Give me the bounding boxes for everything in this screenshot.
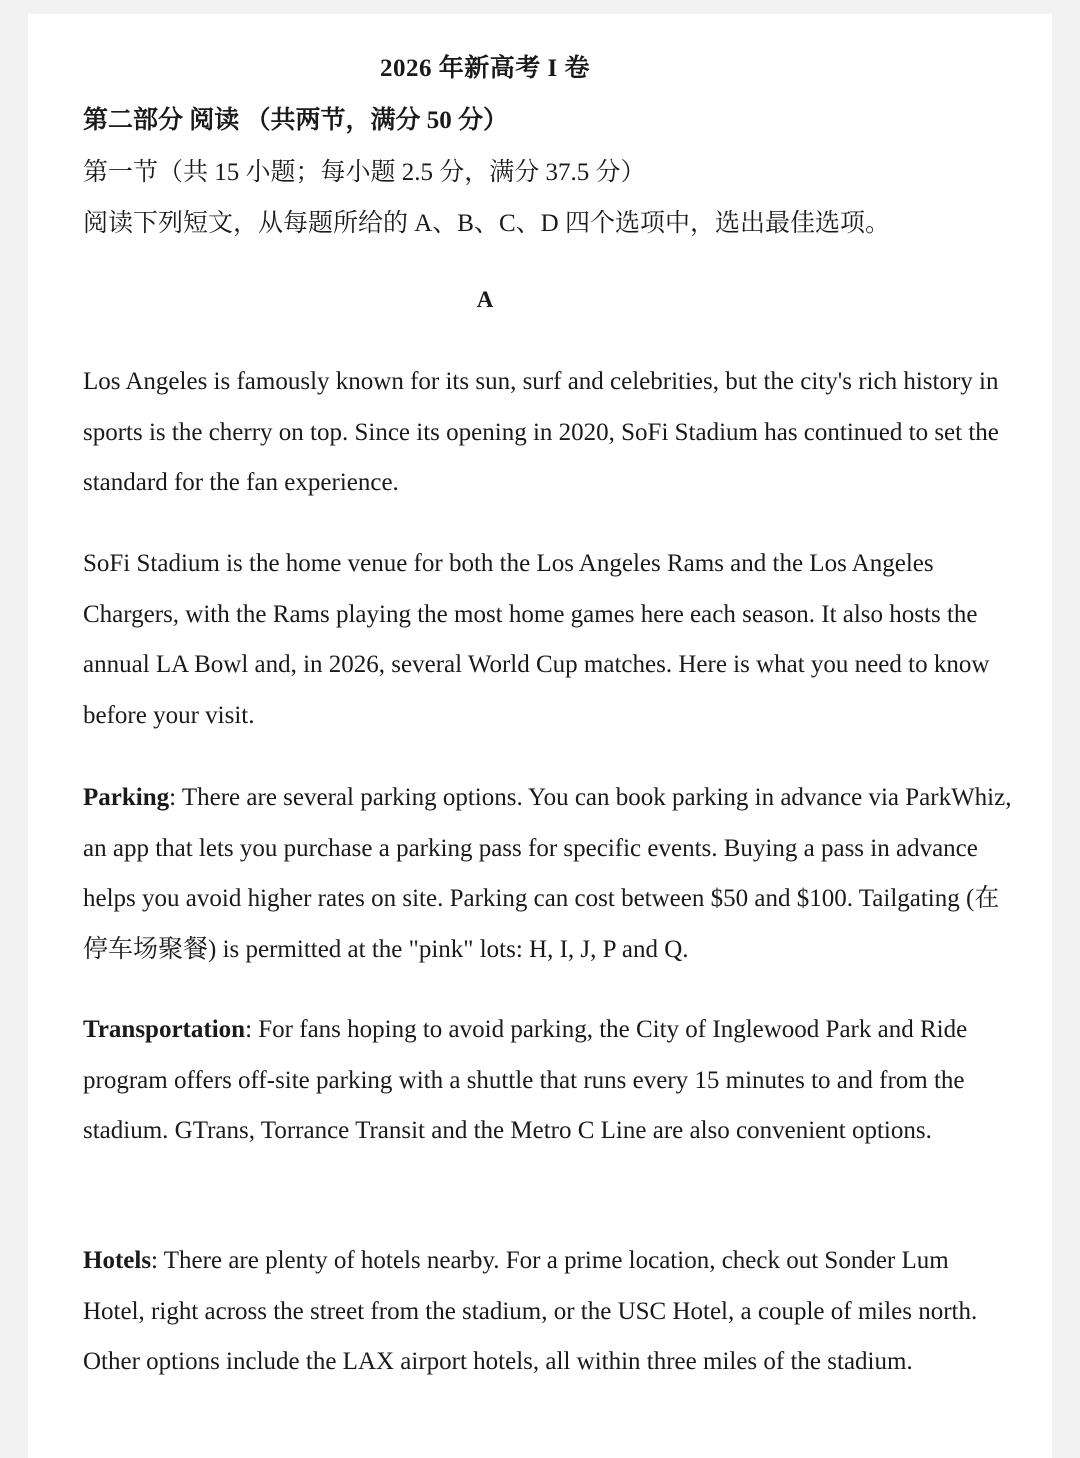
passage-paragraph-venue: [83, 539, 1013, 741]
paragraph-heading: Hotels: [83, 1247, 152, 1274]
part-heading: 第二部分 阅读 （共两节，满分 50 分）: [83, 107, 509, 134]
passage-paragraph-intro: [83, 357, 1013, 509]
paragraph-heading: Transportation: [83, 1016, 246, 1043]
paragraph-text: : There are plenty of hotels nearby. For a prime location, check out Sonder Lum Hotel, right across the street from the stadium, or the USC Hotel, a couple of miles north. Other options include the LAX airport hotels, all within three miles of the stadium.: [83, 1247, 978, 1375]
paragraph-text: SoFi Stadium is the home venue for both the Los Angeles Rams and the Los Angeles Chargers, with the Rams playing the most home games here each season. It also hosts the annual LA Bowl and, in 2026, several World Cup matches. Here is what you need to know before your visit.: [83, 550, 990, 729]
paragraph-heading: Parking: [83, 784, 170, 811]
section-info: 第一节（共 15 小题；每小题 2.5 分，满分 37.5 分）: [83, 159, 646, 186]
paragraph-text: : For fans hoping to avoid parking, the City of Inglewood Park and Ride program offers off-site parking with a shuttle that runs every 15 minutes to and from the stadium. GTrans, Torrance Transit and the Metro C Line are also convenient options.: [83, 1016, 968, 1144]
instruction-text: 阅读下列短文，从每题所给的 A、B、C、D 四个选项中，选出最佳选项。: [83, 210, 890, 237]
passage-paragraph-hotels: [83, 1236, 1013, 1388]
passage-paragraph-parking: [83, 773, 1013, 975]
exam-title: 2026 年新高考 I 卷: [380, 55, 590, 82]
paragraph-text: : There are several parking options. You can book parking in advance via ParkWhiz, an app that lets you purchase a parking pass for specific events. Buying a pass in advance helps you avoid higher rates on site. Parking can cost between $50 and $100. Tailgating (在停车场聚餐) is permitted at the "pink" lots: H, I, J, P and Q.: [83, 784, 1012, 963]
document-page: [28, 14, 1052, 1458]
passage-label: A: [476, 287, 494, 312]
passage-paragraph-transportation: [83, 1005, 1013, 1157]
paragraph-text: Los Angeles is famously known for its sun, surf and celebrities, but the city's rich history in sports is the cherry on top. Since its opening in 2020, SoFi Stadium has continued to set the standard for the fan experience.: [83, 368, 999, 496]
